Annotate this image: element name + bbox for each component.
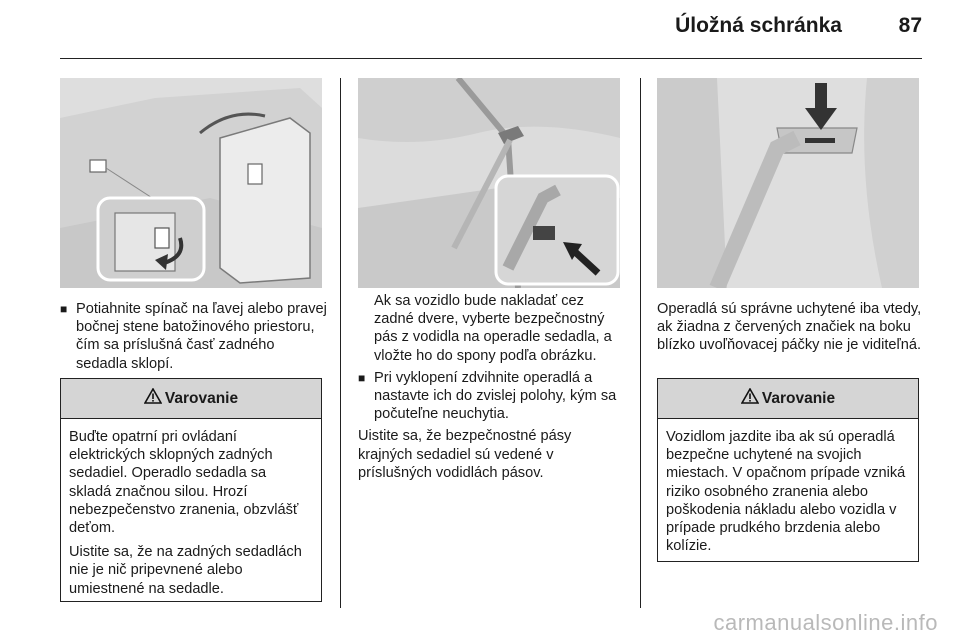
paragraph: Operadlá sú správne uchytené iba vtedy, ak žiadna z červených značiek na boku blízko uvoľňovacej páčky nie je viditeľná. [657,301,922,354]
warning-body [61,419,321,598]
warning-title: Varovanie [164,389,239,407]
watermark: carmanualsonline.info [713,610,938,635]
paragraph: Uistite sa, že bezpečnostné pásy krajných sedadiel sú vedené v príslušných vodidlách pásov. [358,428,572,481]
page-number: 87 [898,14,922,37]
warning-header [61,379,321,419]
warning-triangle-icon [144,388,162,409]
warning-paragraph: Vozidlom jazdite iba ak sú operadlá bezpečne uchytené na svojich miestach. V opačnom prípade vzniká riziko osobného zranenia alebo poškodenia nákladu alebo vozidla v prípade prudkého brzdenia alebo kolízie. [666,429,906,555]
bullet-item: ■ Potiahnite spínač na ľavej alebo pravej bočnej stene batožinového priestoru, čím sa príslušná časť zadného sedadla sklopí. [60,300,328,373]
warning-box-2 [657,378,919,562]
section-title: Úložná schránka [675,14,842,37]
warning-paragraph: Uistite sa, že na zadných sedadlách nie je nič pripevnené alebo umiestnené na sedadle. [69,544,302,597]
column-divider-1 [340,78,341,608]
warning-box-1 [60,378,322,602]
warning-triangle-icon [741,388,759,409]
figure-belt-buckle [358,78,620,288]
column-3-text [657,300,927,355]
column-divider-2 [640,78,641,608]
header-rule [60,58,922,59]
warning-paragraph: Buďte opatrní pri ovládaní elektrických sklopných zadných sedadiel. Operadlo sedadla sa skladá značnou silou. Hrozí nebezpečenstvo zranenia, obzvlášť deťom. [69,429,299,537]
page-header [60,10,922,54]
warning-body [658,419,918,555]
bullet-item: ■ Pri vyklopení zdvihnite operadlá a nastavte ich do zvislej polohy, kým sa počuteľne neuchytia. [358,369,626,424]
intro-continuation: Ak sa vozidlo bude nakladať cez zadné dvere, vyberte bezpečnostný pás z vodidla na operadle sedadla, a vložte ho do spony podľa obrázku. [374,293,612,364]
figure-release-switch [60,78,322,288]
warning-header [658,379,918,419]
warning-title: Varovanie [761,389,836,407]
column-2-text [358,292,626,482]
column-1-text [60,300,328,373]
figure-red-marks [657,78,919,288]
